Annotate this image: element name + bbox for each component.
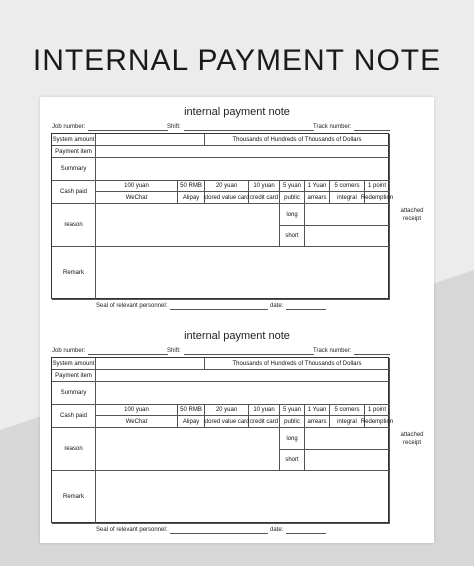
short-input[interactable] xyxy=(305,450,390,471)
payment-item-input[interactable] xyxy=(96,146,390,158)
denomination-header: 1 Yuan xyxy=(305,405,330,416)
denomination-header: 20 yuan xyxy=(205,405,249,416)
date-line[interactable] xyxy=(286,309,326,310)
payment-method-header: stored value card xyxy=(205,192,249,204)
denomination-header: 5 yuan xyxy=(280,181,305,192)
system-amount-input[interactable] xyxy=(96,134,205,146)
denomination-header: 50 RMB xyxy=(178,405,205,416)
payment-method-header: credit card xyxy=(249,192,280,204)
seal-label: Seal of relevant personnel: xyxy=(96,303,168,309)
payment-item-label: Payment item xyxy=(52,146,96,158)
page-title: INTERNAL PAYMENT NOTE xyxy=(32,44,442,77)
track-number-line[interactable] xyxy=(354,130,390,131)
date-label: date: xyxy=(270,303,284,309)
attached-receipt-label: attached receipt xyxy=(400,208,424,222)
payment-method-header: WeChat xyxy=(96,416,178,428)
track-number-line[interactable] xyxy=(354,354,390,355)
payment-method-header: integral xyxy=(330,192,365,204)
long-label: long xyxy=(280,428,305,450)
reason-input[interactable] xyxy=(96,204,280,247)
payment-method-header: arrears xyxy=(305,416,330,428)
note-title: internal payment note xyxy=(184,330,290,342)
payment-method-header: Alipay xyxy=(178,416,205,428)
reason-label: reason xyxy=(52,428,96,471)
payment-method-header: integral xyxy=(330,416,365,428)
shift-line[interactable] xyxy=(184,130,314,131)
payment-item-input[interactable] xyxy=(96,370,390,382)
track-number-label: Track number: xyxy=(313,124,352,130)
long-label: long xyxy=(280,204,305,226)
payment-method-header: Alipay xyxy=(178,192,205,204)
short-input[interactable] xyxy=(305,226,390,247)
denomination-header: 20 yuan xyxy=(205,181,249,192)
payment-method-header: arrears xyxy=(305,192,330,204)
summary-input[interactable] xyxy=(96,382,390,405)
payment-note xyxy=(40,321,434,536)
job-number-line[interactable] xyxy=(88,354,168,355)
long-input[interactable] xyxy=(305,204,390,226)
denomination-header: 5 yuan xyxy=(280,405,305,416)
cash-paid-label: Cash paid xyxy=(52,405,96,428)
amount-in-words: Thousands of Hundreds of Thousands of Dollars xyxy=(205,358,390,370)
payment-form-table xyxy=(51,133,394,299)
payment-method-header: Redemption xyxy=(365,192,390,204)
short-label: short xyxy=(280,450,305,471)
payment-method-header: WeChat xyxy=(96,192,178,204)
payment-method-header: public xyxy=(280,192,305,204)
seal-label: Seal of relevant personnel: xyxy=(96,527,168,533)
system-amount-label: System amount xyxy=(52,358,96,370)
payment-note xyxy=(40,97,434,312)
payment-method-header: Redemption xyxy=(365,416,390,428)
payment-method-header: credit card xyxy=(249,416,280,428)
date-line[interactable] xyxy=(286,533,326,534)
amount-in-words: Thousands of Hundreds of Thousands of Dollars xyxy=(205,134,390,146)
payment-method-header: public xyxy=(280,416,305,428)
denomination-header: 5 corners xyxy=(330,181,365,192)
system-amount-input[interactable] xyxy=(96,358,205,370)
denomination-header: 5 corners xyxy=(330,405,365,416)
denomination-header: 10 yuan xyxy=(249,405,280,416)
reason-label: reason xyxy=(52,204,96,247)
payment-item-label: Payment item xyxy=(52,370,96,382)
cash-paid-label: Cash paid xyxy=(52,181,96,204)
summary-label: Summary xyxy=(52,382,96,405)
short-label: short xyxy=(280,226,305,247)
denomination-header: 1 point xyxy=(365,405,390,416)
summary-input[interactable] xyxy=(96,158,390,181)
shift-label: Shift: xyxy=(167,348,181,354)
track-number-label: Track number: xyxy=(313,348,352,354)
long-input[interactable] xyxy=(305,428,390,450)
denomination-header: 100 yuan xyxy=(96,181,178,192)
attached-receipt-label: attached receipt xyxy=(400,432,424,446)
payment-method-header: stored value card xyxy=(205,416,249,428)
payment-form-table xyxy=(51,357,394,523)
note-title: internal payment note xyxy=(184,106,290,118)
job-number-label: Job number: xyxy=(52,348,86,354)
shift-line[interactable] xyxy=(184,354,314,355)
remark-label: Remark xyxy=(52,247,96,300)
job-number-label: Job number: xyxy=(52,124,86,130)
denomination-header: 1 Yuan xyxy=(305,181,330,192)
summary-label: Summary xyxy=(52,158,96,181)
shift-label: Shift: xyxy=(167,124,181,130)
denomination-header: 10 yuan xyxy=(249,181,280,192)
denomination-header: 100 yuan xyxy=(96,405,178,416)
remark-input[interactable] xyxy=(96,247,390,300)
seal-line[interactable] xyxy=(170,309,268,310)
document-sheet xyxy=(40,97,434,543)
remark-label: Remark xyxy=(52,471,96,524)
job-number-line[interactable] xyxy=(88,130,168,131)
seal-line[interactable] xyxy=(170,533,268,534)
reason-input[interactable] xyxy=(96,428,280,471)
denomination-header: 1 point xyxy=(365,181,390,192)
date-label: date: xyxy=(270,527,284,533)
remark-input[interactable] xyxy=(96,471,390,524)
system-amount-label: System amount xyxy=(52,134,96,146)
denomination-header: 50 RMB xyxy=(178,181,205,192)
